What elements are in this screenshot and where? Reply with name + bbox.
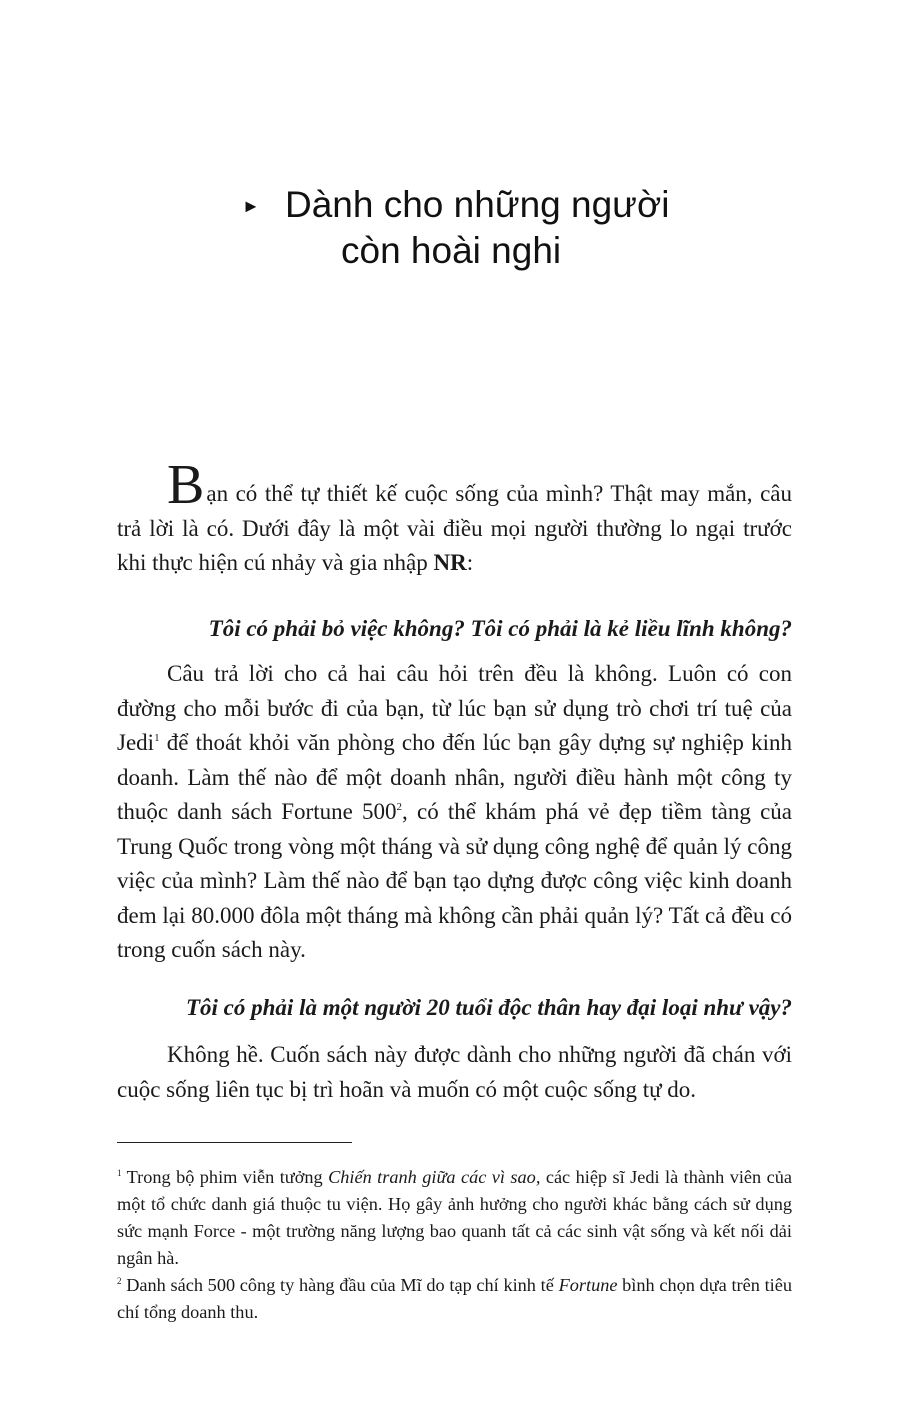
footnote-2-text-a: Danh sách 500 công ty hàng đầu của Mĩ do tạp chí kinh tế bbox=[121, 1275, 559, 1295]
footnote-2-italic: Fortune bbox=[558, 1275, 618, 1295]
footnote-ref-1: 1 bbox=[154, 732, 160, 744]
question-heading-1: Tôi có phải bỏ việc không? Tôi có phải là kẻ liều lĩnh không? bbox=[208, 616, 792, 641]
chapter-title-line-2: còn hoài nghi bbox=[341, 230, 562, 271]
footnote-1 bbox=[117, 1164, 792, 1272]
answer-paragraph-1 bbox=[117, 657, 792, 968]
footnote-1-text-b: các hiệp sĩ Jedi là thành viên của một tổ chức danh giá thuộc tu viện. Họ gây ảnh hưởng cho người khác bằng cách sử dụng sức mạnh Force - một trường năng lượng bao quanh tất cả các sinh vật sống và kết nối dải ngân hà. bbox=[117, 1167, 792, 1268]
footnote-ref-2: 2 bbox=[396, 801, 403, 813]
footnote-1-italic: Chiến tranh giữa các vì sao, bbox=[328, 1167, 541, 1187]
footnote-2-number: 2 bbox=[117, 1276, 122, 1286]
answer-1-part-1: Câu trả lời cho cả hai câu hỏi trên đều là không. Luôn có con đường cho mỗi bước đi của bạn, từ lúc bạn sử dụng trò chơi trí tuệ của Jedi bbox=[117, 661, 792, 755]
intro-bold-nr: NR bbox=[433, 550, 467, 575]
drop-cap: B bbox=[167, 454, 205, 516]
answer-1-part-2: để thoát khỏi văn phòng cho đến lúc bạn gây dựng sự nghiệp kinh doanh. Làm thế nào để một doanh nhân, người điều hành một công ty thuộc danh sách Fortune 500 bbox=[117, 730, 792, 824]
answer-1-part-3: , có thể khám phá vẻ đẹp tiềm tàng của Trung Quốc trong vòng một tháng và sử dụng công nghệ để quản lý công việc của mình? Làm thế nào để bạn tạo dựng được công việc kinh doanh đem lại 80.000 đôla một tháng mà không cần phải quản lý? Tất cả đều có trong cuốn sách này. bbox=[117, 799, 792, 962]
footnote-divider bbox=[117, 1142, 352, 1143]
footnote-2 bbox=[117, 1272, 792, 1326]
answer-paragraph-2: Không hề. Cuốn sách này được dành cho những người đã chán với cuộc sống liên tục bị trì hoãn và muốn có một cuộc sống tự do. bbox=[117, 1042, 792, 1102]
footnotes bbox=[117, 1164, 792, 1326]
intro-text-end: : bbox=[466, 550, 474, 575]
footnote-2-text-b: bình chọn dựa trên tiêu chí tổng doanh thu. bbox=[117, 1275, 793, 1322]
intro-paragraph bbox=[117, 454, 792, 581]
intro-text: ạn có thể tự thiết kế cuộc sống của mình? Thật may mắn, câu trả lời là có. Dưới đây là một vài điều mọi người thường lo ngại trước khi thực hiện cú nhảy và gia nhập bbox=[117, 481, 792, 575]
footnote-1-number: 1 bbox=[117, 1168, 122, 1178]
triangle-marker-icon: ► bbox=[242, 196, 260, 216]
footnote-1-text-a: Trong bộ phim viễn tưởng bbox=[121, 1167, 329, 1187]
question-heading-2: Tôi có phải là một người 20 tuổi độc thân hay đại loại như vậy? bbox=[185, 995, 792, 1020]
chapter-title-line-1: Dành cho những người bbox=[285, 184, 670, 225]
